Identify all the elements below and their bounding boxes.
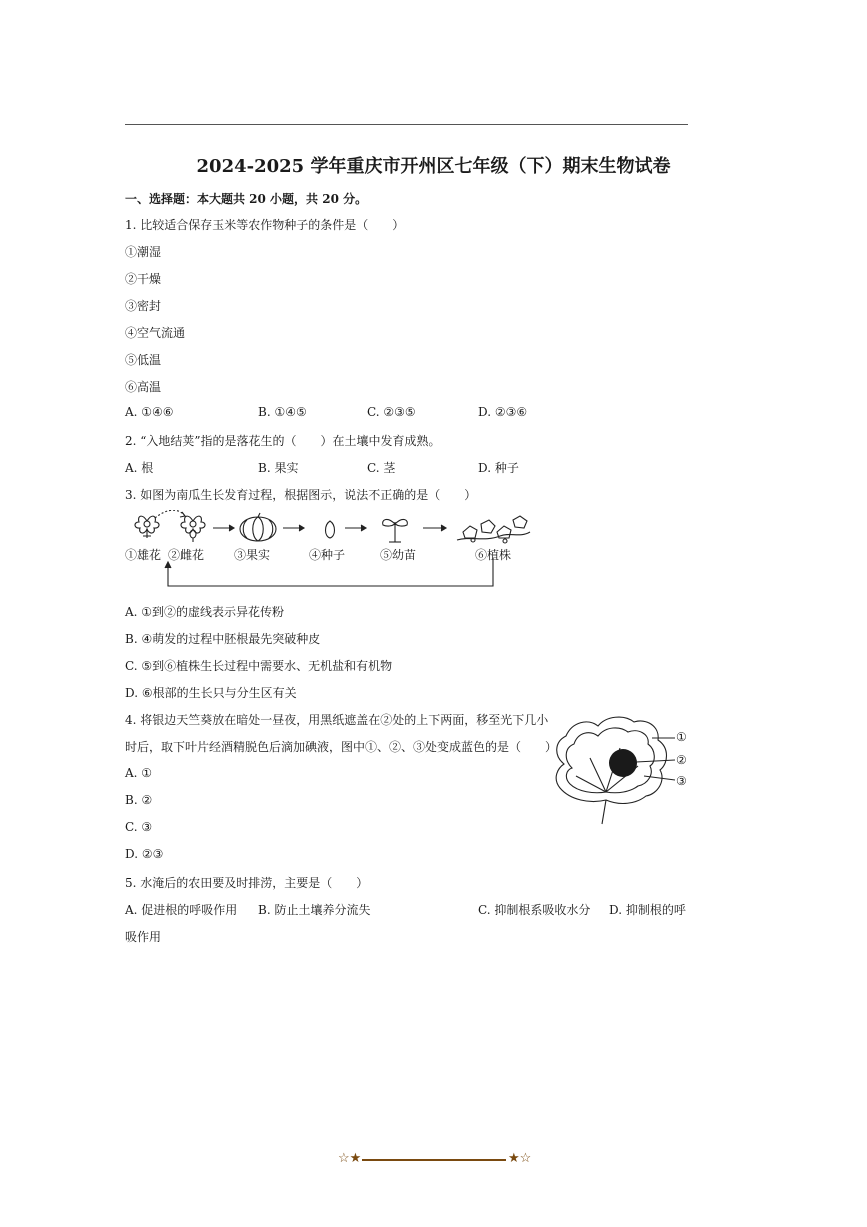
q5-option-b: B. 防止土壤养分流失 [258, 903, 371, 917]
q2-option-a: A. 根 [125, 461, 154, 475]
q4-option-a: A. ① [125, 766, 153, 780]
q2-option-d: D. 种子 [478, 461, 519, 475]
q4-stem-line2: 时后，取下叶片经酒精脱色后滴加碘液，图中①、②、③处变成蓝色的是（ ） [125, 740, 558, 754]
q1-option-d: D. ②③⑥ [478, 405, 528, 419]
leaf-label-2: ② [676, 753, 687, 767]
q1-option-c: C. ②③⑤ [367, 405, 416, 419]
black-paper-cover [609, 749, 637, 777]
figure-label-female-flower: ②雌花 [168, 548, 205, 562]
q1-item: ⑥高温 [125, 380, 162, 394]
q1-stem: 1. 比较适合保存玉米等农作物种子的条件是（ ） [125, 218, 405, 232]
q3-option-d: D. ⑥根部的生长只与分生区有关 [125, 686, 297, 700]
figure-label-seed: ④种子 [309, 548, 346, 562]
q3-option-b: B. ④萌发的过程中胚根最先突破种皮 [125, 632, 321, 646]
footer-left-stars: ☆★ [338, 1151, 362, 1166]
geranium-leaf-figure [550, 712, 690, 828]
q1-option-b: B. ①④⑤ [258, 405, 307, 419]
q1-item: ②干燥 [125, 272, 162, 286]
figure-label-plant: ⑥植株 [475, 548, 512, 562]
q2-option-c: C. 茎 [367, 461, 396, 475]
figure-label-male-flower: ①雄花 [125, 548, 162, 562]
q1-item: ⑤低温 [125, 353, 162, 367]
q3-option-c: C. ⑤到⑥植株生长过程中需要水、无机盐和有机物 [125, 659, 393, 673]
q1-item: ①潮湿 [125, 245, 162, 259]
header-rule [125, 124, 688, 125]
footer-rule [362, 1159, 506, 1161]
q1-item: ③密封 [125, 299, 162, 313]
section-heading: 一、选择题：本大题共 20 小题，共 20 分。 [125, 192, 368, 206]
q4-option-c: C. ③ [125, 820, 153, 834]
female-flower-icon [181, 516, 205, 542]
q1-item: ④空气流通 [125, 326, 186, 340]
q3-option-a: A. ①到②的虚线表示异花传粉 [125, 605, 285, 619]
q1-option-a: A. ①④⑥ [125, 405, 174, 419]
leaf-label-3: ③ [676, 774, 687, 788]
q4-option-b: B. ② [125, 793, 153, 807]
q4-stem-line1: 4. 将银边天竺葵放在暗处一昼夜，用黑纸遮盖在②处的上下两面，移至光下几小 [125, 713, 549, 727]
q5-stem: 5. 水淹后的农田要及时排涝，主要是（ ） [125, 876, 369, 890]
q2-option-b: B. 果实 [258, 461, 299, 475]
footer-right-stars: ★☆ [508, 1151, 532, 1166]
q5-option-a: A. 促进根的呼吸作用 [125, 903, 238, 917]
leaf-label-1: ① [676, 730, 687, 744]
pumpkin-fruit-icon [240, 513, 276, 541]
q5-option-d-continuation: 吸作用 [125, 930, 162, 944]
pumpkin-plant-icon [457, 516, 530, 543]
seedling-icon [383, 519, 408, 542]
q4-option-d: D. ②③ [125, 847, 164, 861]
page-title: 2024-2025 学年重庆市开州区七年级（下）期末生物试卷 [196, 156, 671, 177]
figure-label-seedling: ⑤幼苗 [380, 548, 417, 562]
q3-stem: 3. 如图为南瓜生长发育过程，根据图示，说法不正确的是（ ） [125, 488, 477, 502]
seed-icon [326, 521, 335, 538]
q5-option-c: C. 抑制根系吸收水分 [478, 903, 591, 917]
figure-label-fruit: ③果实 [234, 548, 271, 562]
q5-option-d: D. 抑制根的呼 [609, 903, 686, 917]
q2-stem: 2. “入地结荚”指的是落花生的（ ）在土壤中发育成熟。 [125, 434, 441, 448]
male-flower-icon [135, 516, 159, 538]
